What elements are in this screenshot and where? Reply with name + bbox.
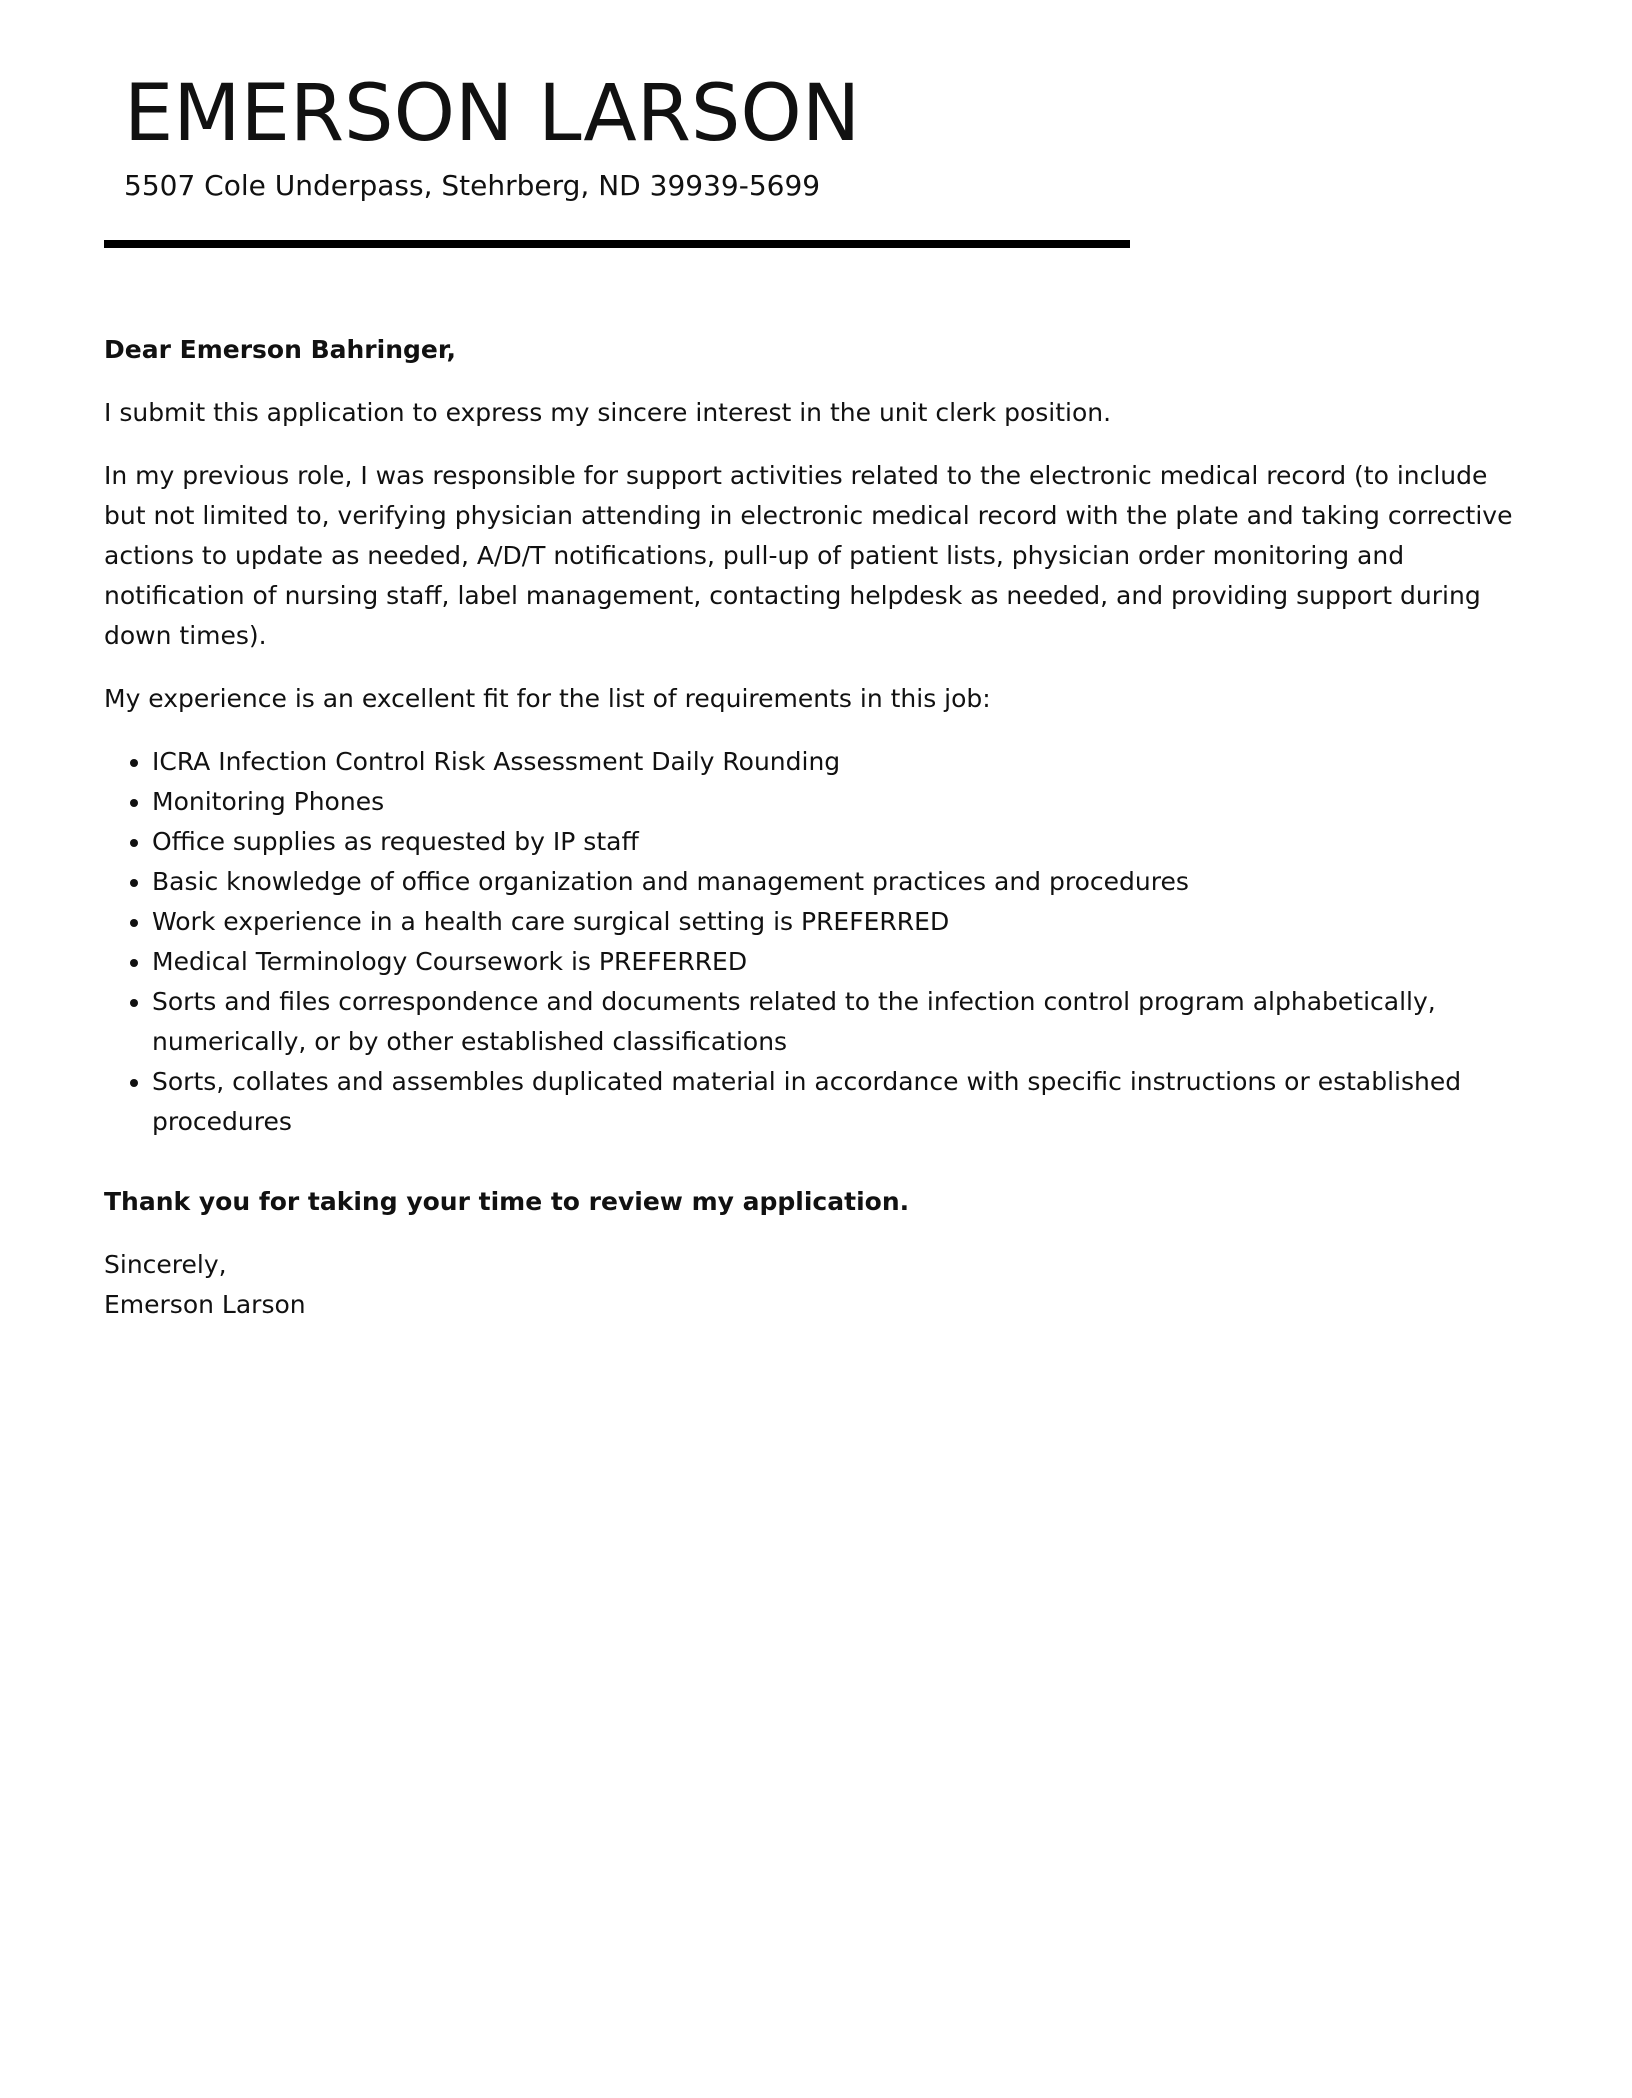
- list-item: • Basic knowledge of office organization and management practices and procedures: [152, 862, 1524, 902]
- experience-paragraph: In my previous role, I was responsible for support activities related to the electronic medical record (to include but not limited to, verifying physician attending in electronic medical record with the plate and taking corrective actions to update as needed, A/D/T notifications, pull-up of patient lists, physician order monitoring and notification of nursing staff, label management, contacting helpdesk as needed, and providing support during down times).: [104, 461, 1513, 650]
- list-item: • Monitoring Phones: [152, 782, 1524, 822]
- requirements-intro: My experience is an excellent fit for the list of requirements in this job:: [104, 684, 991, 713]
- applicant-address: 5507 Cole Underpass, Stehrberg, ND 39939-5699: [124, 169, 821, 202]
- signature-name: Emerson Larson: [104, 1290, 306, 1319]
- header-divider: [104, 240, 1130, 248]
- salutation: Dear Emerson Bahringer,: [104, 335, 457, 364]
- list-item: • ICRA Infection Control Risk Assessment Daily Rounding: [152, 742, 1524, 782]
- requirements-list: [104, 742, 1524, 1142]
- closing: Sincerely,: [104, 1250, 227, 1279]
- list-item: • Medical Terminology Coursework is PREFERRED: [152, 942, 1524, 982]
- intro-paragraph: I submit this application to express my sincere interest in the unit clerk position.: [104, 398, 1112, 427]
- list-item: • Office supplies as requested by IP staff: [152, 822, 1524, 862]
- letter-body: [104, 330, 1524, 1325]
- thank-you-line: Thank you for taking your time to review my application.: [104, 1187, 910, 1216]
- applicant-name: EMERSON LARSON: [124, 69, 861, 159]
- list-item: • Sorts and files correspondence and documents related to the infection control program alphabetically, numerically, or by other established classifications: [152, 982, 1524, 1062]
- list-item: • Work experience in a health care surgical setting is PREFERRED: [152, 902, 1524, 942]
- list-item: • Sorts, collates and assembles duplicated material in accordance with specific instructions or established procedures: [152, 1062, 1524, 1142]
